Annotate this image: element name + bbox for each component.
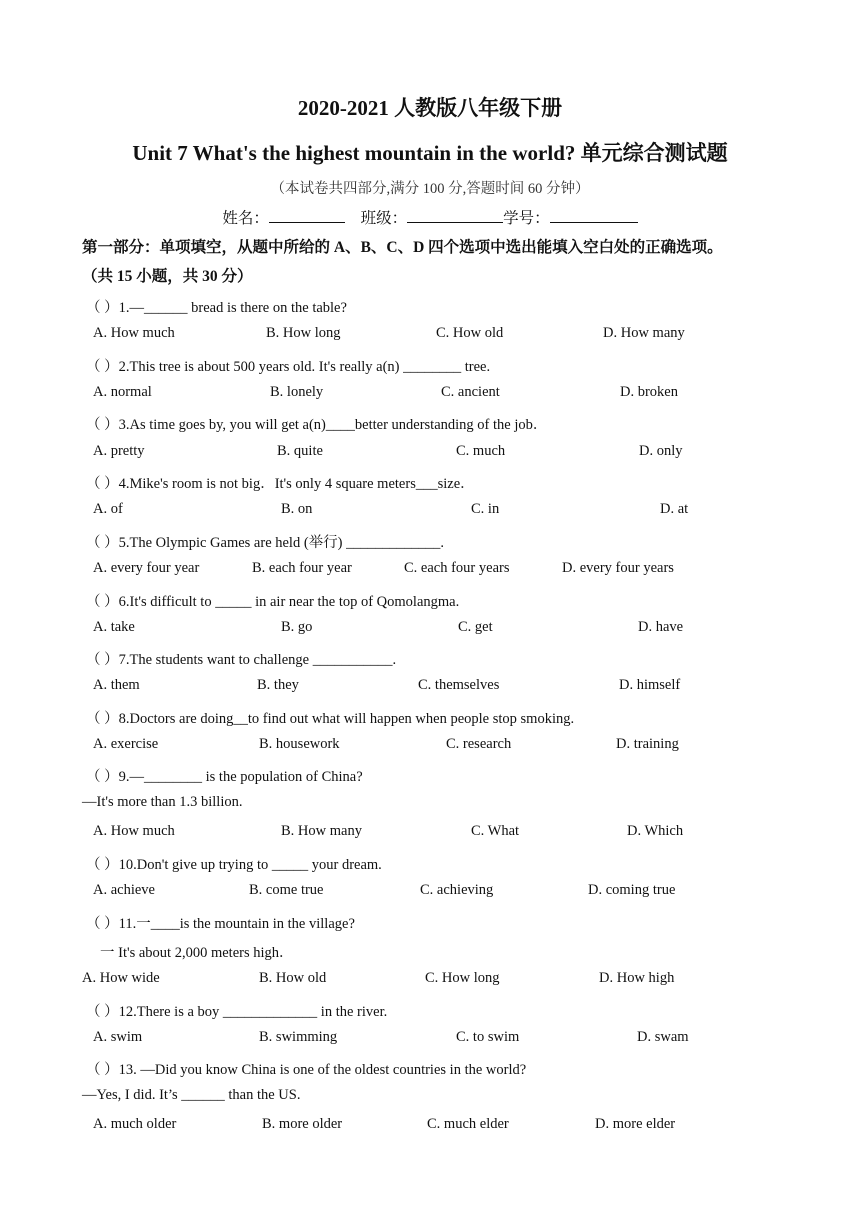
question-6-option-d[interactable]: D. have — [638, 619, 684, 635]
question-9-stem: （ ）9.—________ is the population of China? — [86, 769, 363, 785]
question-7-option-a[interactable]: A. them — [93, 677, 140, 693]
exam-note: （本试卷共四部分,满分 100 分,答题时间 60 分钟） — [270, 181, 590, 197]
question-9-option-a[interactable]: A. How much — [93, 823, 175, 839]
question-12-option-c[interactable]: C. to swim — [456, 1029, 520, 1045]
document-title: 2020-2021 人教版八年级下册 — [297, 96, 563, 120]
question-7-option-d[interactable]: D. himself — [619, 677, 681, 693]
question-5-option-c[interactable]: C. each four years — [404, 560, 510, 576]
question-12-option-b[interactable]: B. swimming — [259, 1029, 338, 1045]
id-blank[interactable] — [550, 208, 638, 223]
question-5-option-d[interactable]: D. every four years — [562, 560, 674, 576]
question-11-option-d[interactable]: D. How high — [599, 970, 675, 986]
question-7-option-b[interactable]: B. they — [257, 677, 299, 693]
question-13-option-c[interactable]: C. much elder — [427, 1116, 509, 1132]
question-1-option-a[interactable]: A. How much — [93, 325, 175, 341]
question-8-option-d[interactable]: D. training — [616, 736, 679, 752]
question-6-option-b[interactable]: B. go — [281, 619, 313, 635]
question-13-option-d[interactable]: D. more elder — [595, 1116, 676, 1132]
question-5-option-a[interactable]: A. every four year — [93, 560, 200, 576]
question-3-option-b[interactable]: B. quite — [277, 443, 323, 459]
question-1-option-d[interactable]: D. How many — [603, 325, 685, 341]
section-heading — [82, 233, 802, 291]
question-4-option-a[interactable]: A. of — [93, 501, 123, 517]
question-8-stem: （ ）8.Doctors are doing__to find out what will happen when people stop smoking. — [86, 711, 575, 727]
question-4-option-d[interactable]: D. at — [660, 501, 689, 517]
name-blank[interactable] — [269, 208, 345, 223]
question-11-stem: （ ）11.一____is the mountain in the village? — [86, 916, 355, 932]
question-1-option-c[interactable]: C. How old — [436, 325, 504, 341]
question-9-dialogue: —It's more than 1.3 billion. — [82, 794, 243, 810]
section-instructions: 第一部分：单项填空，从题中所给的 A、B、C、D 四个选项中选出能填入空白处的正确选项。 — [82, 239, 723, 256]
question-9-option-b[interactable]: B. How many — [281, 823, 362, 839]
question-3-option-d[interactable]: D. only — [639, 443, 683, 459]
question-11-option-a[interactable]: A. How wide — [82, 970, 160, 986]
question-10-option-b[interactable]: B. come true — [249, 882, 324, 898]
question-3-option-a[interactable]: A. pretty — [93, 443, 145, 459]
name-label: 姓名： — [222, 210, 269, 227]
question-8-option-a[interactable]: A. exercise — [93, 736, 159, 752]
student-info — [0, 206, 860, 228]
section-scoring: （共 15 小题，共 30 分） — [82, 268, 253, 285]
question-13-stem: （ ）13. —Did you know China is one of the oldest countries in the world? — [86, 1062, 527, 1078]
class-label: 班级： — [360, 210, 408, 227]
question-12-stem: （ ）12.There is a boy _____________ in the river. — [86, 1004, 388, 1020]
question-4-stem: （ ）4.Mike's room is not big．It's only 4 square meters___size． — [86, 476, 475, 492]
question-5-option-b[interactable]: B. each four year — [252, 560, 352, 576]
question-7-option-c[interactable]: C. themselves — [418, 677, 500, 693]
question-10-option-c[interactable]: C. achieving — [420, 882, 494, 898]
question-12-option-a[interactable]: A. swim — [93, 1029, 143, 1045]
question-8-option-c[interactable]: C. research — [446, 736, 512, 752]
question-11-option-c[interactable]: C. How long — [425, 970, 500, 986]
question-13-option-b[interactable]: B. more older — [262, 1116, 343, 1132]
question-8-option-b[interactable]: B. housework — [259, 736, 340, 752]
question-13-option-a[interactable]: A. much older — [93, 1116, 177, 1132]
question-11-option-b[interactable]: B. How old — [259, 970, 327, 986]
question-1-option-b[interactable]: B. How long — [266, 325, 341, 341]
question-1-stem: （ ）1.—______ bread is there on the table? — [86, 300, 347, 316]
question-6-option-a[interactable]: A. take — [93, 619, 135, 635]
question-6-stem: （ ）6.It's difficult to _____ in air near the top of Qomolangma. — [86, 594, 460, 610]
unit-title: Unit 7 What's the highest mountain in the world? 单元综合测试题 — [132, 141, 728, 165]
class-blank[interactable] — [407, 208, 503, 223]
question-13-dialogue: —Yes, I did. It’s ______ than the US. — [82, 1087, 301, 1103]
question-6-option-c[interactable]: C. get — [458, 619, 493, 635]
question-9-option-d[interactable]: D. Which — [627, 823, 684, 839]
question-4-option-c[interactable]: C. in — [471, 501, 500, 517]
question-2-stem: （ ）2.This tree is about 500 years old. It's really a(n) ________ tree. — [86, 359, 491, 375]
question-10-option-d[interactable]: D. coming true — [588, 882, 676, 898]
question-2-option-c[interactable]: C. ancient — [441, 384, 500, 400]
question-2-option-a[interactable]: A. normal — [93, 384, 152, 400]
question-2-option-b[interactable]: B. lonely — [270, 384, 324, 400]
question-4-option-b[interactable]: B. on — [281, 501, 313, 517]
question-12-option-d[interactable]: D. swam — [637, 1029, 689, 1045]
question-10-option-a[interactable]: A. achieve — [93, 882, 155, 898]
question-9-option-c[interactable]: C. What — [471, 823, 520, 839]
question-3-option-c[interactable]: C. much — [456, 443, 506, 459]
question-10-stem: （ ）10.Don't give up trying to _____ your dream. — [86, 857, 382, 873]
question-5-stem: （ ）5.The Olympic Games are held (举行) _____________. — [86, 535, 444, 551]
question-2-option-d[interactable]: D. broken — [620, 384, 678, 400]
question-7-stem: （ ）7.The students want to challenge ___________. — [86, 652, 397, 668]
id-label: 学号： — [503, 210, 550, 227]
question-11-dialogue: 一 It's about 2,000 meters high． — [100, 945, 294, 961]
question-3-stem: （ ）3.As time goes by, you will get a(n)____better understanding of the job． — [86, 417, 548, 433]
